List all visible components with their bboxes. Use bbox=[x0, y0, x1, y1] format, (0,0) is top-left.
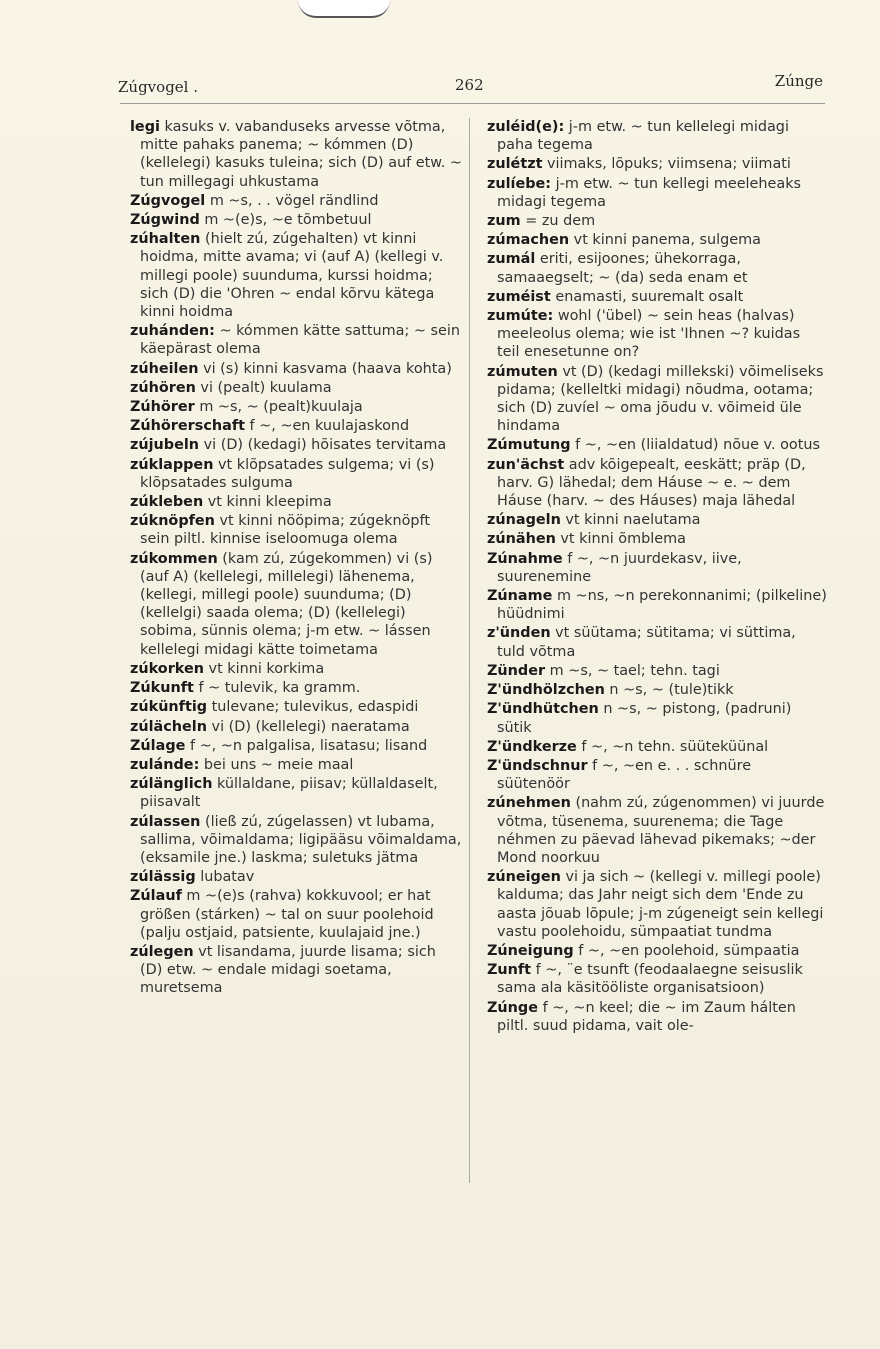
right-column bbox=[487, 118, 827, 1036]
dictionary-entry: zuléid(e): j-m etw. ~ tun kellelegi midagi paha tegema bbox=[487, 119, 789, 154]
page-header bbox=[118, 72, 823, 100]
dictionary-entry: zúnehmen (nahm zú, zúgenommen) vi juurde võtma, tüsenema, suurenema; die Tage néhmen zu päevad lähevad pikemaks; ~der Mond noorkuu bbox=[487, 795, 825, 866]
left-column bbox=[130, 118, 462, 999]
dictionary-entry: Zúneigung f ~, ~en poolehoid, sümpaatia bbox=[487, 942, 800, 959]
dictionary-entry: zúnageln vt kinni naelutama bbox=[487, 512, 701, 529]
dictionary-entry: zúneigen vi ja sich ~ (kellegi v. millegi poole) kalduma; das Jahr neigt sich dem 'Ende zu aasta jõuab lõpule; j-m zúgeneigt sein kellegi vastu poolehoidu, sümpaatiat tundma bbox=[487, 869, 824, 940]
dictionary-entry: Z'ündschnur f ~, ~en e. . . schnüre süütenöör bbox=[487, 757, 752, 793]
dictionary-entry: Zúhörer m ~s, ~ (pealt)kuulaja bbox=[130, 399, 363, 416]
dictionary-entry: Zúgvogel m ~s, . . vögel rändlind bbox=[130, 192, 379, 209]
dictionary-entry: zúlassen (ließ zú, zúgelassen) vt lubama, sallima, võimaldama; ligipääsu võimaldama, (eksamile jne.) laskma; suletuks jätma bbox=[130, 813, 462, 866]
dictionary-entry: Z'ündhölzchen n ~s, ~ (tule)tikk bbox=[487, 682, 734, 699]
dictionary-entry: zúnähen vt kinni õmblema bbox=[487, 531, 686, 548]
dictionary-entry: Zúhörerschaft f ~, ~en kuulajaskond bbox=[130, 418, 410, 435]
dictionary-entry: zun'ächst adv kõigepealt, eeskätt; präp (D, harv. G) lähedal; dem Háuse ~ e. ~ dem Háuse (harv. ~ des Háuses) maja lähedal bbox=[487, 456, 806, 510]
dictionary-entry: z'ünden vt süütama; sütitama; vi süttima, tuld võtma bbox=[487, 625, 796, 660]
dictionary-entry: Zúlauf m ~(e)s (rahva) kokkuvool; er hat größen (stárken) ~ tal on suur poolehoid (palju ostjaid, patsiente, kuulajaid jne.) bbox=[130, 888, 434, 941]
page-edge-tab bbox=[298, 0, 390, 18]
dictionary-entry: zúlegen vt lisandama, juurde lisama; sich (D) etw. ~ endale midagi soetama, muretsema bbox=[130, 943, 436, 997]
dictionary-entry: zúlächeln vi (D) (kellelegi) naeratama bbox=[130, 718, 410, 735]
dictionary-entry: Zúmutung f ~, ~en (liialdatud) nõue v. ootus bbox=[487, 437, 820, 454]
column-divider bbox=[469, 118, 470, 1183]
dictionary-entry: Z'ündkerze f ~, ~n tehn. süüteküünal bbox=[487, 738, 769, 755]
dictionary-entry: zulánde: bei uns ~ meie maal bbox=[130, 756, 354, 773]
dictionary-entry: zuhánden: ~ kómmen kätte sattuma; ~ sein käepärast olema bbox=[130, 323, 461, 358]
dictionary-entry: zúklappen vt klõpsatades sulgema; vi (s) klõpsatades sulguma bbox=[130, 456, 435, 491]
dictionary-entry: Zúnahme f ~, ~n juurdekasv, iive, suurenemine bbox=[487, 550, 742, 585]
dictionary-entry: zumúte: wohl ('übel) ~ sein heas (halvas) meeleolus olema; wie ist 'Ihnen ~? kuidas teil enesetunne on? bbox=[487, 308, 801, 361]
dictionary-entry: zulétzt viimaks, lõpuks; viimsena; viimati bbox=[487, 156, 791, 173]
dictionary-entry: zum = zu dem bbox=[487, 213, 596, 230]
page-number: 262 bbox=[455, 76, 484, 94]
dictionary-entry: zulíebe: j-m etw. ~ tun kellegi meeleheaks midagi tegema bbox=[487, 175, 802, 210]
dictionary-entry: zumál eriti, esijoones; ühekorraga, samaaegselt; ~ (da) seda enam et bbox=[487, 251, 748, 286]
dictionary-entry: zúlässig lubatav bbox=[130, 869, 255, 886]
dictionary-entry: zúheilen vi (s) kinni kasvama (haava kohta) bbox=[130, 360, 452, 377]
dictionary-entry: zúhören vi (pealt) kuulama bbox=[130, 379, 332, 396]
dictionary-entry: zúmuten vt (D) (kedagi millekski) võimeliseks pidama; (kelleltki midagi) nõudma, ootama; sich (D) zuvíel ~ oma jõudu v. võimeid üle hindama bbox=[487, 363, 824, 435]
dictionary-entry: Zúlage f ~, ~n palgalisa, lisatasu; lisand bbox=[130, 737, 428, 754]
dictionary-entry: Zunft f ~, ¨e tsunft (feodaalaegne seisuslik sama ala käsitööliste organisatsioon) bbox=[487, 962, 803, 997]
header-rule bbox=[120, 103, 825, 104]
dictionary-entry: Zúkunft f ~ tulevik, ka gramm. bbox=[130, 680, 361, 697]
dictionary-entry: Zúnge f ~, ~n keel; die ~ im Zaum hálten piltl. suud pidama, vait ole- bbox=[487, 999, 796, 1034]
dictionary-entry: Zünder m ~s, ~ tael; tehn. tagi bbox=[487, 662, 720, 679]
header-guide-word-left: Zúgvogel . bbox=[118, 78, 199, 96]
dictionary-entry: Zúname m ~ns, ~n perekonnanimi; (pilkeline) hüüdnimi bbox=[487, 588, 827, 623]
dictionary-entry: zújubeln vi (D) (kedagi) hõisates tervitama bbox=[130, 437, 447, 454]
dictionary-entry: Zúgwind m ~(e)s, ~e tõmbetuul bbox=[130, 212, 372, 229]
dictionary-entry: zúkommen (kam zú, zúgekommen) vi (s) (auf A) (kellelegi, millelegi) lähenema, (kellegi, millegi poole) suunduma; (D) (kellelgi) saada olema; (D) (kellelegi) sobima, sünnis olema; j-m etw. ~ lássen kellelegi midagi kätte toimetama bbox=[130, 550, 433, 658]
dictionary-entry: zúlänglich küllaldane, piisav; küllaldaselt, piisavalt bbox=[130, 776, 438, 811]
dictionary-entry: Z'ündhütchen n ~s, ~ pistong, (padruni) sütik bbox=[487, 701, 792, 736]
dictionary-entry: zúknöpfen vt kinni nööpima; zúgeknöpft sein piltl. kinnise iseloomuga olema bbox=[130, 513, 430, 548]
dictionary-entry: zúkorken vt kinni korkima bbox=[130, 660, 325, 677]
dictionary-entry: zúmachen vt kinni panema, sulgema bbox=[487, 232, 761, 249]
dictionary-entry: legi kasuks v. vabanduseks arvesse võtma, mitte pahaks panema; ~ kómmen (D) (kellelegi) kasuks tuleina; sich (D) auf etw. ~ tun millegagi uhkustama bbox=[130, 119, 462, 190]
dictionary-entry: zúkünftig tulevane; tulevikus, edaspidi bbox=[130, 699, 419, 716]
dictionary-entry: zuméist enamasti, suuremalt osalt bbox=[487, 288, 744, 305]
dictionary-entry: zúhalten (hielt zú, zúgehalten) vt kinni hoidma, mitte avama; vi (auf A) (kellegi v. millegi poole) suunduma, kurssi hoidma; sich (D) die 'Ohren ~ endal kõrvu kätega kinni hoidma bbox=[130, 231, 444, 321]
header-guide-word-right: Zúnge bbox=[774, 72, 823, 90]
dictionary-entry: zúkleben vt kinni kleepima bbox=[130, 494, 332, 511]
